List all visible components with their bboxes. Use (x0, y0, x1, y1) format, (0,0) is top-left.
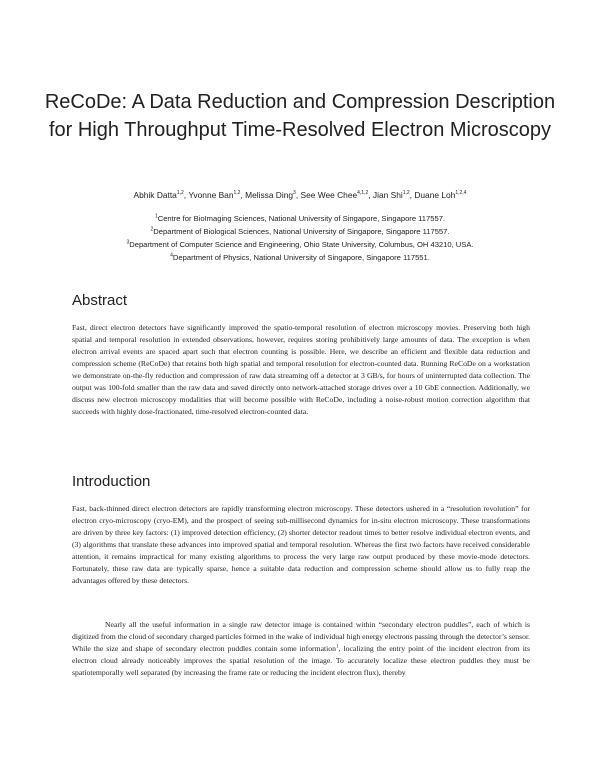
author: Yvonne Ban$^{1,2}$ (188, 190, 241, 200)
author-list: Abhik Datta$^{1,2}$, Yvonne Ban$^{1,2}$, Melissa Ding$^3$, See Wee Chee$^{4,1,2}$, Jian Shi$^{1,2}$, Duane Loh$^{1,2,4}$ (133, 190, 467, 200)
abstract-text: Fast, direct electron detectors have significantly improved the spatio-temporal resolution of electron microscopy movies. Preserving both high spatial and temporal resolution in extended observations, however, requires storing prohibitively large amounts of data. The exception is when electron arrival events are spaced apart such that electron counting is possible. Here, we describe an efficient and flexible data reduction and compression scheme (ReCoDe) that retains both high spatial and temporal resolution for electron-counted data. Running ReCoDe on a workstation we demonstrate on-the-fly reduction and compression of raw data streaming off a detector at 3 GB/s, for hours of uninterrupted data collection. The output was 100-fold smaller than the raw data and saved directly onto network-attached storage drives over a 10 GbE connection. Additionally, we discuss new electron microscopy modalities that will become possible with ReCoDe, including a noise-robust motion correction algorithm that succeeds with highly dose-fractionated, time-resolved electron-counted data. (72, 323, 530, 416)
paper-title: ReCoDe: A Data Reduction and Compression Description for High Throughput Time-Resolved Electron Microscopy (44, 91, 556, 141)
introduction-paragraph-2: Nearly all the useful information in a single raw detector image is contained within “secondary electron puddles”, each of which is digitized from the cloud of secondary charged particles formed in the wake of individual high energy electrons passing through the detector’s sensor. While the size and shape of secondary electron puddles contain some information$^1$, localizing the entry point of the incident electron from its electron cloud already noticeably improves the spatial resolution of the image. To accurately localize these electron puddles they must be spatiotemporally well separated (by increasing the frame rate or reducing the incident electron flux), thereby (72, 620, 530, 677)
author: Melissa Ding$^3$ (245, 190, 296, 200)
author: Jian Shi$^{1,2}$ (372, 190, 410, 200)
introduction-heading: Introduction (72, 473, 151, 490)
introduction-paragraph-1: Fast, back-thinned direct electron detectors are rapidly transforming electron microscopy. These detectors ushered in a “resolution revolution” for electron cryo-microscopy (cryo-EM), and the prospect of seeing sub-millisecond dynamics for in-situ electron microscopy. These transformations are driven by three key factors: (1) improved detection efficiency, (2) shorter detector readout times to better resolve individual electron events, and (3) algorithms that translate these advances into improved spatial and temporal resolution. Whereas the first two factors have received considerable attention, it remains impractical for many existing algorithms to process the very large raw output produced by these movie-mode detectors. Fortunately, these raw data are typically sparse, hence a suitable data reduction and compression scheme should allow us to fully reap the advantages offered by these detectors. (72, 504, 530, 585)
author: See Wee Chee$^{4,1,2}$ (300, 190, 369, 200)
affiliation: $^2$Department of Biological Sciences, National University of Singapore, Singapore 117557. (150, 226, 450, 236)
footnote-marker: 1 (335, 644, 339, 650)
affiliation: $^1$Centre for BioImaging Sciences, National University of Singapore, Singapore 117557. (154, 213, 446, 223)
author: Duane Loh$^{1,2,4}$ (414, 190, 467, 200)
author: Abhik Datta$^{1,2}$ (133, 190, 184, 200)
affiliation-list (40, 212, 560, 264)
abstract-heading: Abstract (72, 292, 128, 309)
affiliation: $^4$Department of Physics, National University of Singapore, Singapore 117551. (170, 252, 430, 262)
affiliation: $^3$Department of Computer Science and Engineering, Ohio State University, Columbus, OH 43210, USA. (126, 239, 474, 249)
